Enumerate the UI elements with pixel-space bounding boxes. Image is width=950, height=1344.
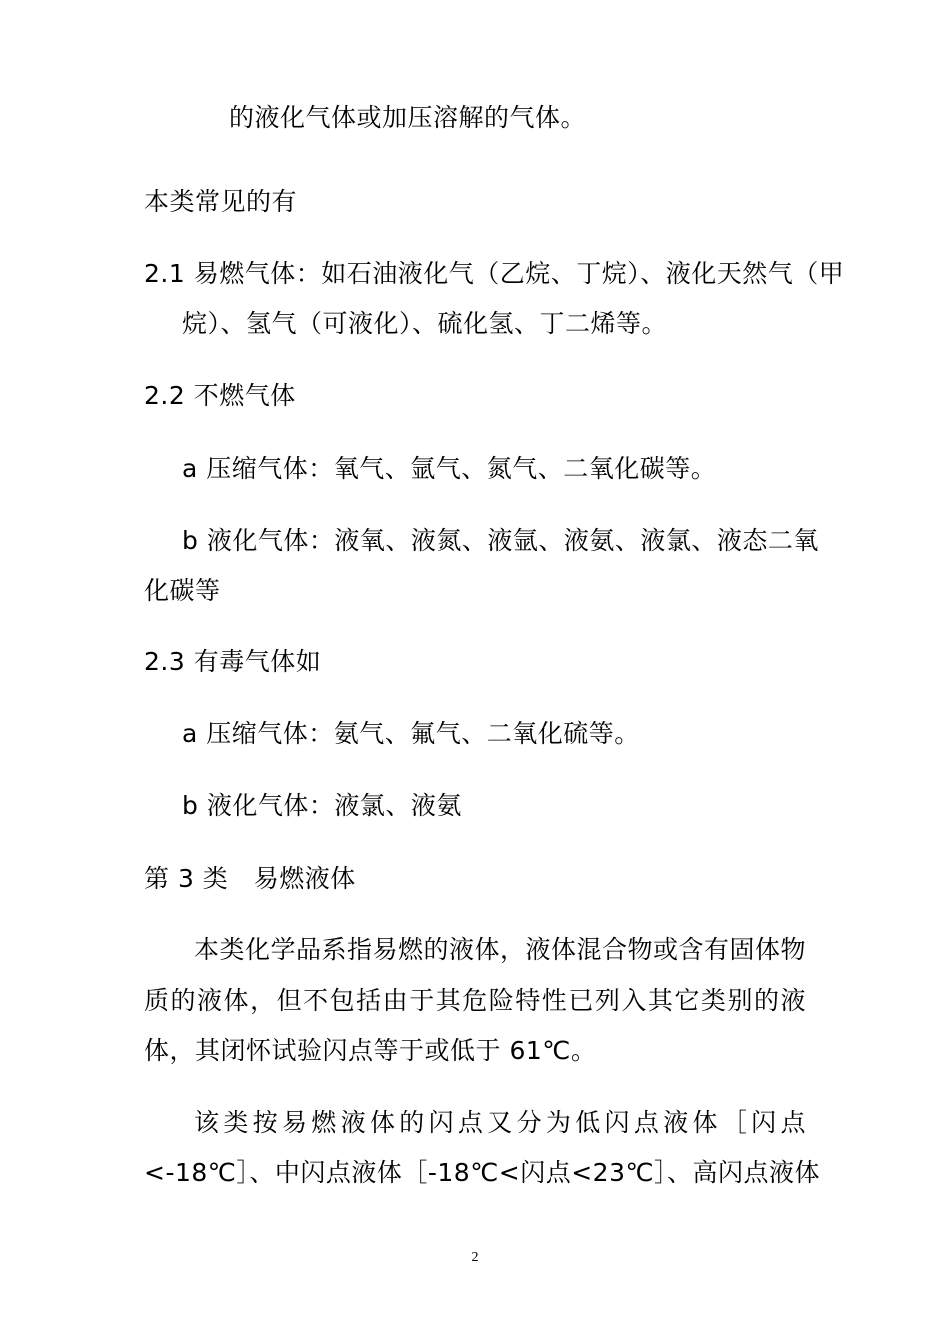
text-line: 质的液体，但不包括由于其危险特性已列入其它类别的液 xyxy=(144,986,806,1015)
text-line: b 液化气体：液氧、液氮、液氩、液氨、液氯、液态二氧 xyxy=(182,526,819,555)
text-line: 该类按易燃液体的闪点又分为低闪点液体［闪点 xyxy=(194,1108,806,1137)
page-number: 2 xyxy=(471,1250,479,1265)
section-heading: 2.3 有毒气体如 xyxy=(144,647,322,676)
section-heading: 第 3 类 易燃液体 xyxy=(144,864,356,893)
section-heading: 2.2 不燃气体 xyxy=(144,381,296,410)
text-line: 2.1 易燃气体：如石油液化气（乙烷、丁烷）、液化天然气（甲 xyxy=(144,259,845,288)
text-line: 化碳等 xyxy=(144,576,221,605)
text-line: 本类常见的有 xyxy=(144,187,298,216)
text-line: <-18℃］、中闪点液体［-18℃<闪点<23℃］、高闪点液体 xyxy=(144,1158,821,1187)
text-line: 体，其闭怀试验闪点等于或低于 61℃。 xyxy=(144,1036,597,1065)
text-line: 烷）、氢气（可液化）、硫化氢、丁二烯等。 xyxy=(182,309,668,338)
text-line: a 压缩气体：氨气、氟气、二氧化硫等。 xyxy=(182,719,640,748)
text-line: b 液化气体：液氯、液氨 xyxy=(182,791,462,820)
text-line: a 压缩气体：氧气、氩气、氮气、二氧化碳等。 xyxy=(182,454,717,483)
text-line: 本类化学品系指易燃的液体，液体混合物或含有固体物 xyxy=(194,935,807,964)
text-line: 的液化气体或加压溶解的气体。 xyxy=(229,103,587,132)
